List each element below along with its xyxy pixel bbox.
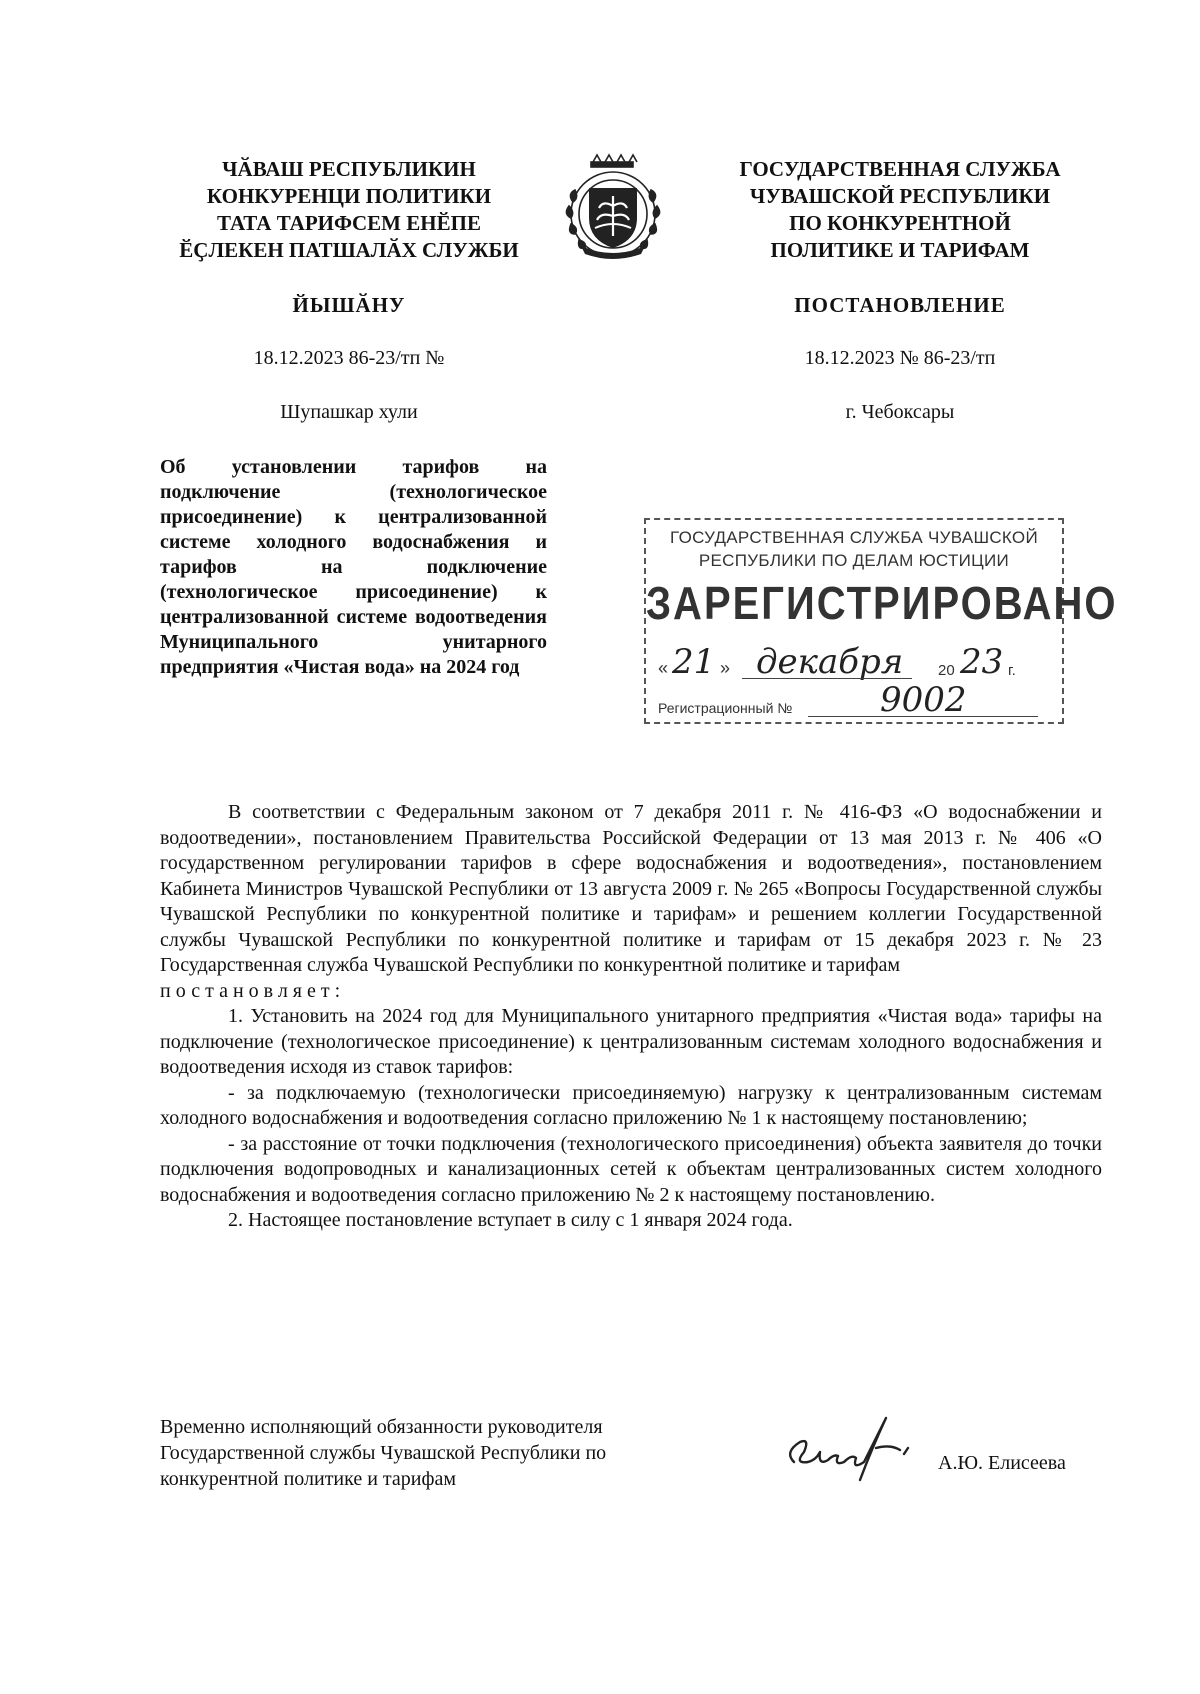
stamp-date-row xyxy=(658,644,1054,684)
body-paragraph-item-1: 1. Установить на 2024 год для Муниципального унитарного предприятия «Чистая вода» тарифы на подключение (технологическое присоединение) к централизованным системам холодного водоснабжения и водоотведения исходя из ставок тарифов: xyxy=(160,1005,1102,1078)
handwritten-signature xyxy=(780,1408,920,1488)
stamp-handwritten-reg-number: 9002 xyxy=(880,680,967,720)
body-paragraph-preamble: В соответствии с Федеральным законом от 7 декабря 2011 г. № 416-ФЗ «О водоснабжении и водоотведении», постановлением Правительства Российской Федерации от 13 мая 2013 г. № 406 «О государственном регулировании тарифов в сфере водоснабжения и водоотведения», постановлением Кабинета Министров Чувашской Республики от 13 августа 2009 г. № 265 «Вопросы Государственной службы Чувашской Республики по конкурентной политике и тарифам» и решением коллегии Государственной службы Чувашской Республики по конкурентной политике и тарифам от 15 декабря 2023 г. № 23 Государственная служба Чувашской Республики по конкурентной политике и тарифам xyxy=(160,801,1102,976)
stamp-registration-label: Регистрационный № xyxy=(658,700,793,716)
header-right-line: ГОСУДАРСТВЕННАЯ СЛУЖБА xyxy=(739,157,1061,181)
coat-of-arms-emblem xyxy=(557,152,669,264)
stamp-close-quote: » xyxy=(720,658,731,678)
body-paragraph-subitem-load: - за подключаемую (технологически присоединяемую) нагрузку к централизованным системам холодного водоснабжения и водоотведения согласно приложению № 1 к настоящему постановлению; xyxy=(160,1081,1102,1129)
stamp-authority-line: РЕСПУБЛИКИ ПО ДЕЛАМ ЮСТИЦИИ xyxy=(698,551,1010,570)
document-date-number-chuvash: 18.12.2023 86-23/тп № xyxy=(253,347,445,369)
header-left-line: КОНКУРЕНЦИ ПОЛИТИКИ xyxy=(206,184,492,208)
document-date-number-russian: 18.12.2023 № 86-23/тп xyxy=(804,347,996,369)
signatory-position-line: Государственной службы Чувашской Республики по xyxy=(160,1442,607,1464)
registration-stamp xyxy=(644,518,1118,724)
stamp-open-quote: « xyxy=(658,658,669,678)
stamp-handwritten-month: декабря xyxy=(756,642,904,682)
stamp-handwritten-day: 21 xyxy=(672,642,716,682)
header-right-line: ПОЛИТИКЕ И ТАРИФАМ xyxy=(770,238,1030,262)
signatory-name: А.Ю. Елисеева xyxy=(938,1452,1066,1474)
body-resolution-verb: постановляет: xyxy=(160,979,346,1002)
document-subject: Об установлении тарифов на подключение (технологическое присоединение) к централизованной системе холодного водоснабжения и тарифов на подключение (технологическое присоединение) к централизованной системе водоотведения Муниципального унитарного предприятия «Чистая вода» на 2024 год xyxy=(160,456,547,678)
header-right xyxy=(700,156,1100,264)
city-chuvash: Шупашкар хули xyxy=(280,401,418,423)
header-right-line: ПО КОНКУРЕНТНОЙ xyxy=(789,211,1011,235)
stamp-year-unit: г. xyxy=(1008,662,1016,679)
stamp-year-prefix: 20 xyxy=(938,662,955,679)
stamp-registered-text: ЗАРЕГИСТРИРОВАНО xyxy=(646,578,1118,630)
header-left-line: ТАТА ТАРИФСЕМ ЕНӖПЕ xyxy=(217,211,481,235)
stamp-registration-row xyxy=(658,680,1054,720)
body-paragraph-item-2: 2. Настоящее постановление вступает в силу с 1 января 2024 года. xyxy=(228,1209,793,1231)
document-type-russian: ПОСТАНОВЛЕНИЕ xyxy=(794,293,1006,317)
header-left-line: ЧӐВАШ РЕСПУБЛИКИН xyxy=(222,157,476,181)
stamp-authority-line: ГОСУДАРСТВЕННАЯ СЛУЖБА ЧУВАШСКОЙ xyxy=(670,528,1038,547)
signatory-position-line: конкурентной политике и тарифам xyxy=(160,1468,456,1490)
stamp-month-underline xyxy=(742,678,912,679)
body-paragraph-subitem-distance: - за расстояние от точки подключения (технологического присоединения) объекта заявителя до точки подключения водопроводных и канализационных сетей к объектам централизованных систем холодного водоснабжения и водоотведения согласно приложению № 2 к настоящему постановлению. xyxy=(160,1132,1102,1206)
signatory-position-line: Временно исполняющий обязанности руководителя xyxy=(160,1416,603,1438)
document-type-chuvash: ЙЫШӐНУ xyxy=(292,293,406,317)
document-body xyxy=(160,800,1102,1234)
header-right-line: ЧУВАШСКОЙ РЕСПУБЛИКИ xyxy=(749,184,1051,208)
header-left xyxy=(150,156,548,264)
header-left-line: ӖҪЛЕКЕН ПАТШАЛӐХ СЛУЖБИ xyxy=(179,238,519,262)
stamp-handwritten-year: 23 xyxy=(960,642,1004,682)
city-russian: г. Чебоксары xyxy=(845,401,955,423)
signatory-position xyxy=(160,1414,680,1492)
